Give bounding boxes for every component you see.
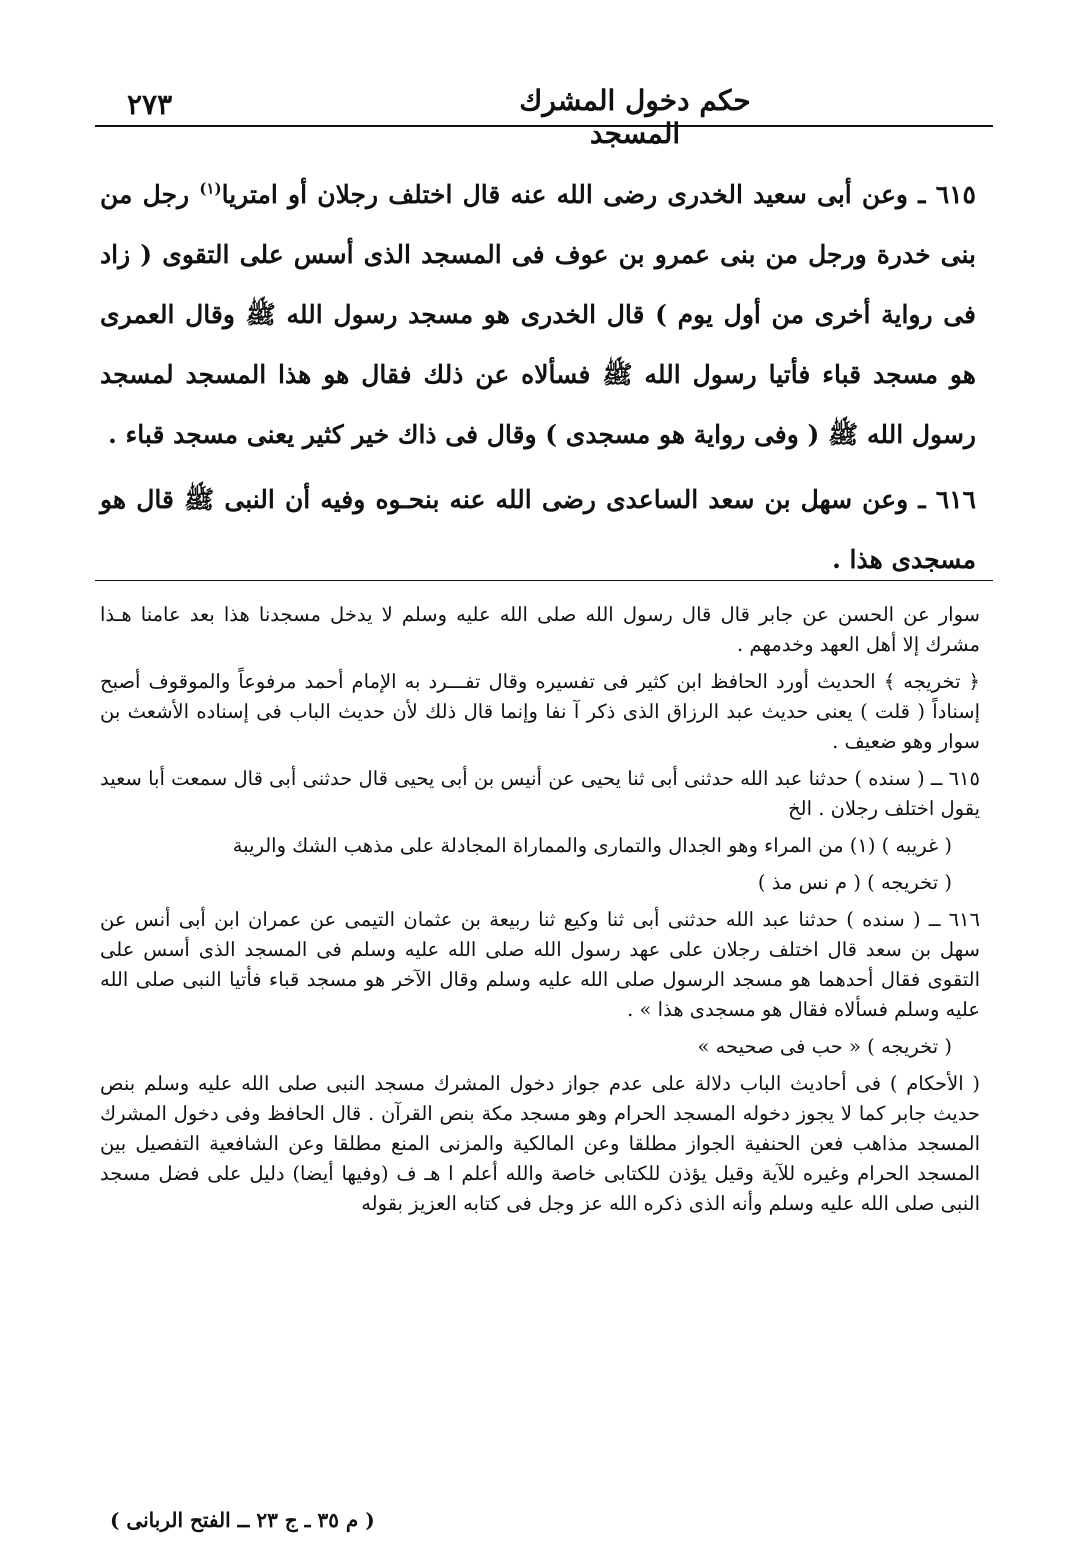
note-takhrij-1: ﴿ تخريجه ﴾ الحديث أورد الحافظ ابن كثير فى تفسيره وقال تفـــرد به الإمام أحمد مرفوعاً والموقوف أصبح إسناداً ( قلت ) يعنى حديث عبد الرزاق الذى ذكر آ نفا وإنما قال ذلك لأن حديث الباب فى إسناده الأشعث بن سوار وهو ضعيف . [100,670,980,753]
running-title: حكم دخول المشرك المسجد [519,84,751,150]
hadith-615 [100,165,976,465]
note-continuation: سوار عن الحسن عن جابر قال قال رسول الله صلى الله عليه وسلم لا يدخل مسجدنا هذا بعد عامنا هـذا مشرك إلا أهل العهد وخدمهم . [100,603,980,656]
note-takhrij-615: ( تخريجه ) ( م نس مذ ) [757,871,952,894]
page-number: ٢٧٣ [127,88,173,121]
header-rule [95,125,993,127]
note-ahkam: ( الأحكام ) فى أحاديث الباب دلالة على عدم جواز دخول المشرك مسجد النبى صلى الله عليه وسلم بنص حديث جابر كما لا يجوز دخوله المسجد الحرام وهو مسجد مكة بنص القرآن . قال الحافظ وفى دخول المشرك المسجد مذاهب فعن الحنفية الجواز مطلقا وعن المالكية والمزنى المنع مطلقا وعن الشافعية التفصيل بين المسجد الحرام وغيره للآية وقيل يؤذن للكتابى خاصة والله أعلم ا هـ ف (وفيها أيضا) دليل على فضل مسجد النبى صلى الله عليه وسلم وأنه الذى ذكره الله عز وجل فى كتابه العزيز بقوله [100,1072,980,1215]
commentary-notes [100,600,980,1226]
note-gharib: ( غريبه ) (١) من المراء وهو الجدال والتمارى والمماراة المجادلة على مذهب الشك والريبة [232,834,952,857]
footer-signature: ( م ٣٥ ـ ج ٢٣ ــ الفتح الربانى ) [110,1508,375,1532]
page-header [95,84,995,150]
hadith-615-text: ٦١٥ ـ وعن أبى سعيد الخدرى رضى الله عنه قال اختلف رجلان أو امتريا [221,180,976,209]
main-text [100,165,976,590]
hadith-616: ٦١٦ ـ وعن سهل بن سعد الساعدى رضى الله عنه بنحـوه وفيه أن النبى ﷺ قال هو مسجدى هذا . [100,485,976,574]
notes-separator [95,580,993,581]
footnote-marker: (١) [199,179,222,198]
note-takhrij-616: ( تخريجه ) « حب فى صحيحه » [697,1035,952,1058]
note-sanad-616: ٦١٦ ــ ( سنده ) حدثنا عبد الله حدثنى أبى ثنا وكيع ثنا ربيعة بن عثمان التيمى عن عمران ابن أبى أنس عن سهل بن سعد قال اختلف رجلان على عهد رسول الله صلى الله عليه وسلم فى المسجد الذى أسس على التقوى فقال أحدهما هو مسجد الرسول صلى الله عليه وسلم وقال الآخر هو مسجد قباء فأتيا النبى صلى الله عليه وسلم فسألاه فقال هو مسجدى هذا » . [100,908,980,1021]
note-sanad-615: ٦١٥ ــ ( سنده ) حدثنا عبد الله حدثنى أبى ثنا يحيى عن أنيس بن أبى يحيى قال حدثنى أبى قال سمعت أبا سعيد يقول اختلف رجلان . الخ [100,767,980,820]
hadith-615-rest: رجل من بنى خدرة ورجل من بنى عمرو بن عوف فى المسجد الذى أسس على التقوى ( زاد فى رواية أخرى من أول يوم ) قال الخدرى هو مسجد رسول الله ﷺ وقال العمرى هو مسجد قباء فأتيا رسول الله ﷺ فسألاه عن ذلك فقال هو هذا المسجد لمسجد رسول الله ﷺ ( وفى رواية هو مسجدى ) وقال فى ذاك خير كثير يعنى مسجد قباء . [100,180,976,449]
